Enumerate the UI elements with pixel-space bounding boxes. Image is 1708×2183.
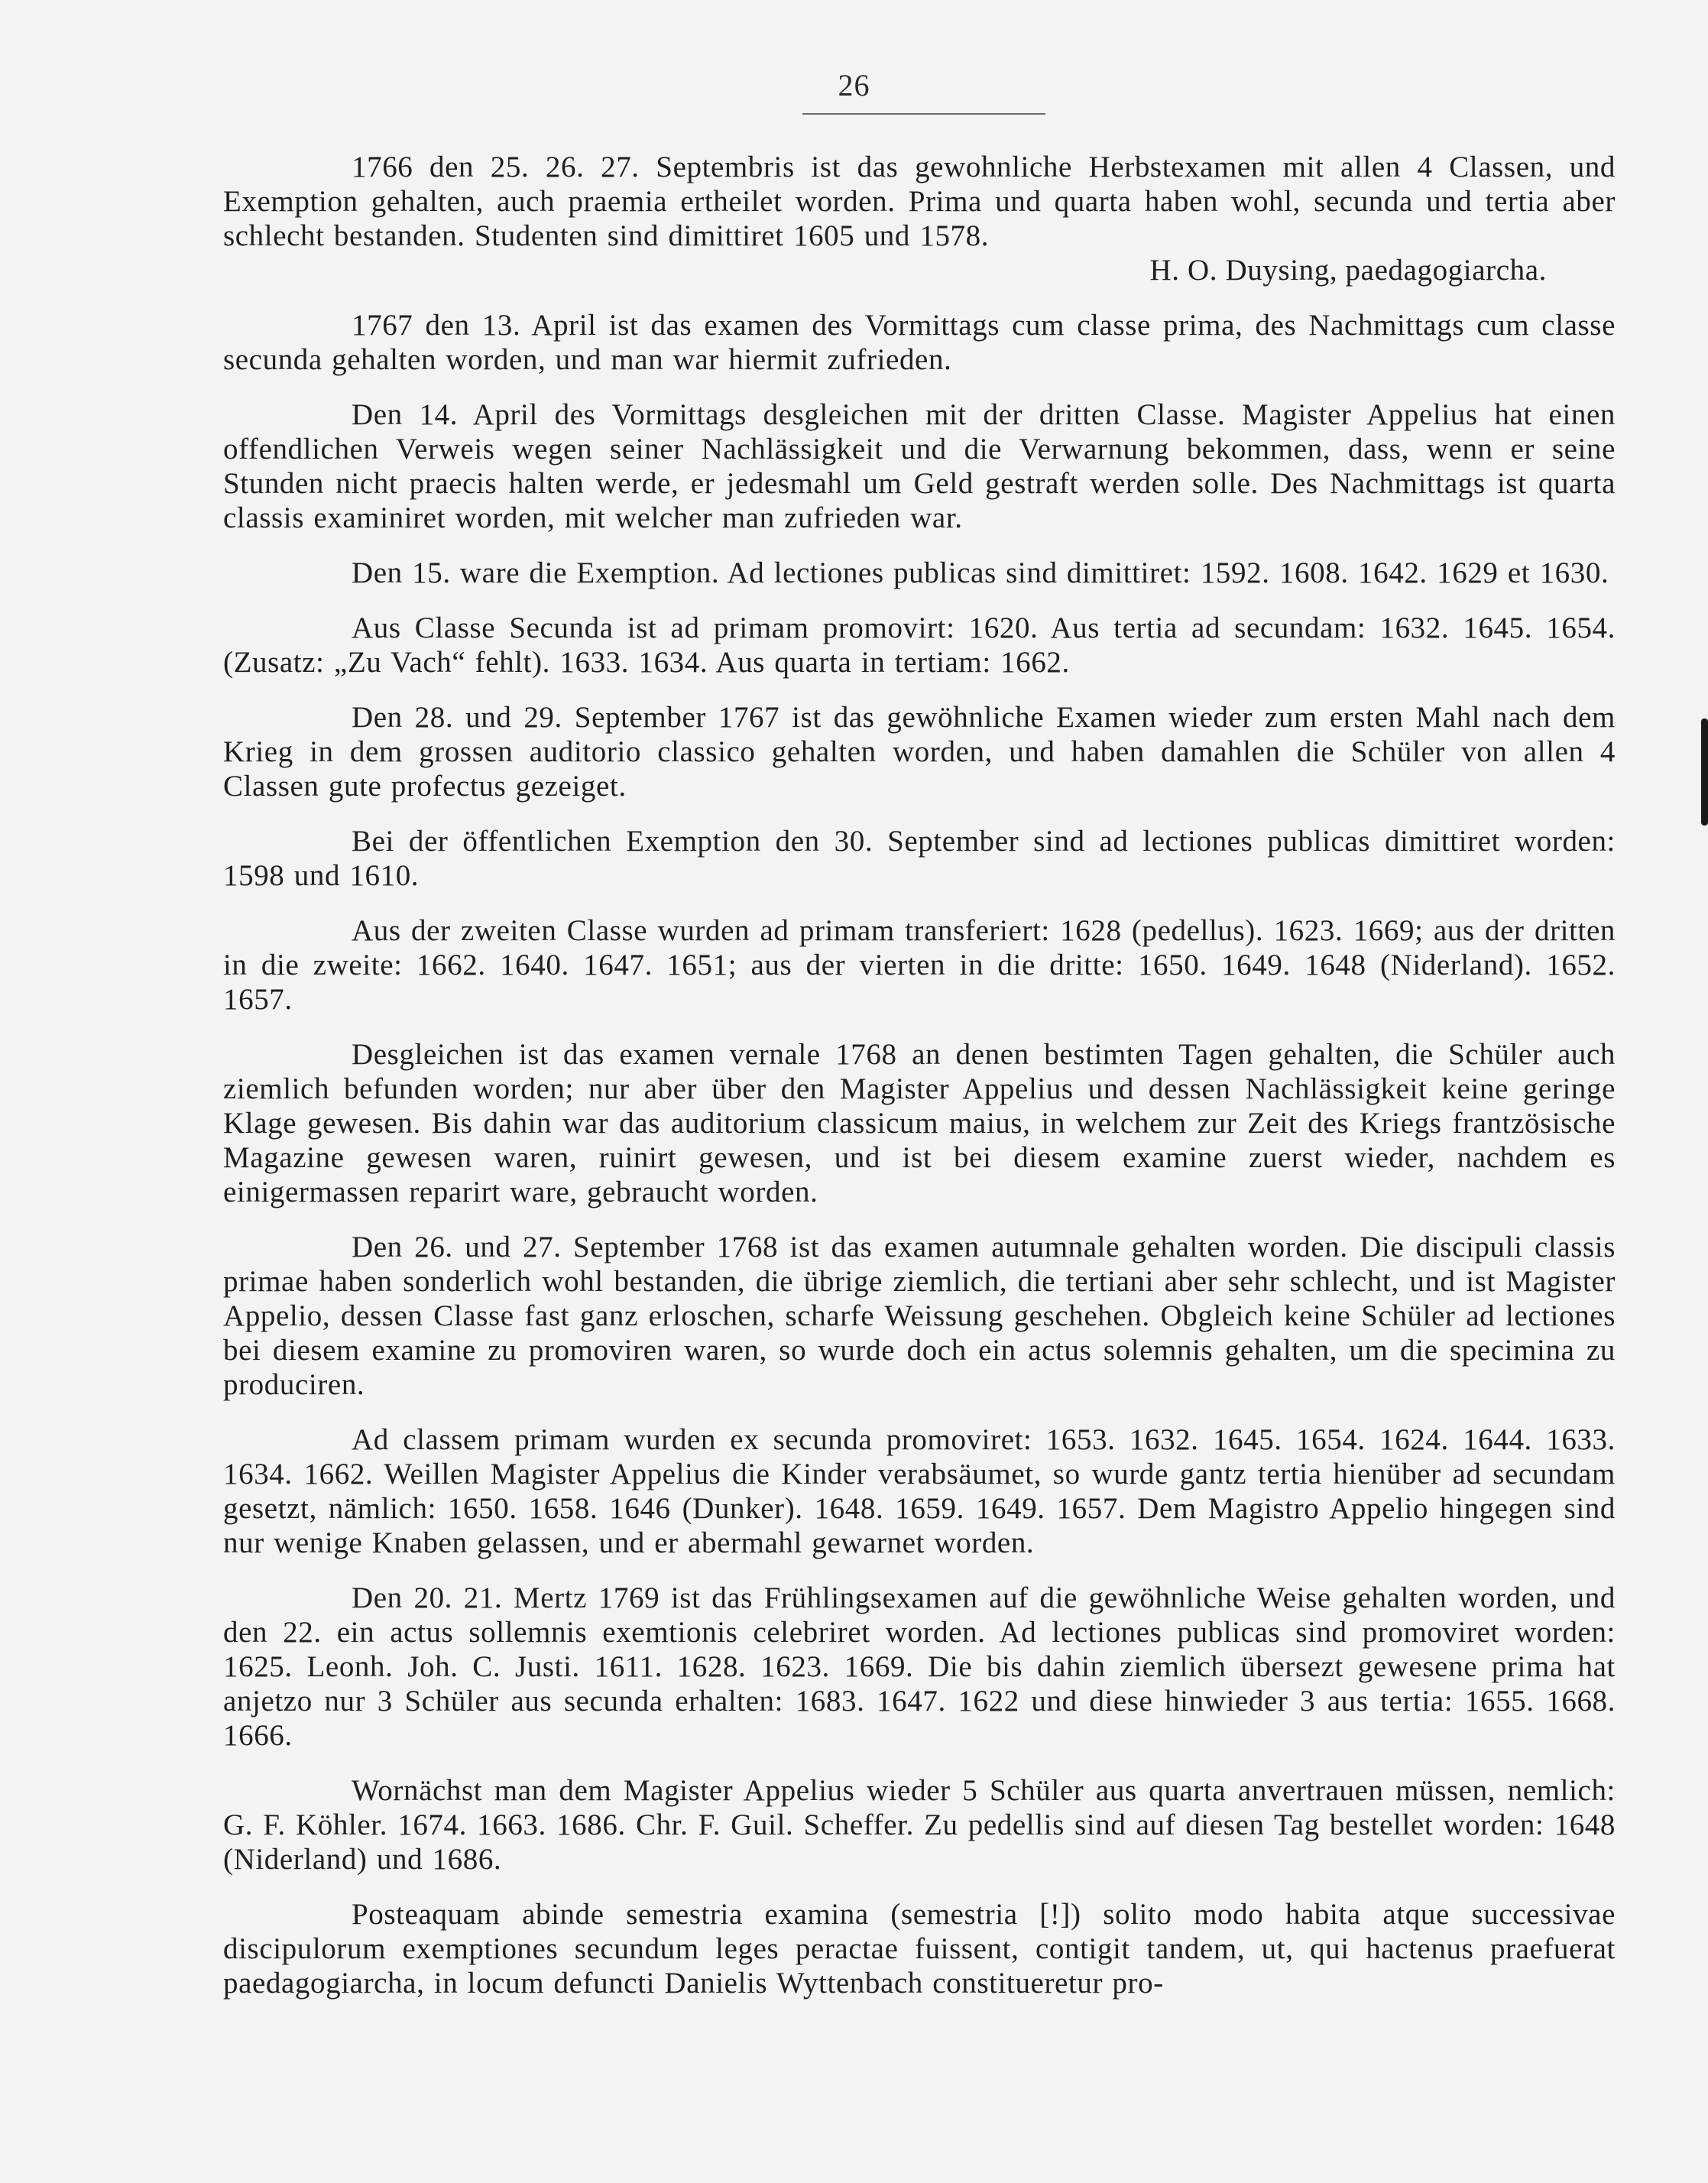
paragraph-classem-primam: Ad classem primam wurden ex secunda promoviret: 1653. 1632. 1645. 1654. 1624. 1644. 1633. 1634. 1662. Weillen Magister Appelius die Kinder verabsäumet, so wurde gantz tertia hienüber ad secundam gesetzt, nämlich: 1650. 1658. 1646 (Dunker). 1648. 1659. 1649. 1657. Dem Magistro Appelio hingegen sind nur wenige Knaben gelassen, und er abermahl gewarnet worden.	[223, 1423, 1616, 1559]
page-number: 26	[838, 68, 870, 102]
scan-edge-mark	[1701, 718, 1708, 826]
signature-duysing: H. O. Duysing, paedagogiarcha.	[1149, 254, 1547, 287]
paragraph-september-1768: Den 26. und 27. September 1768 ist das examen autumnale gehalten worden. Die discipuli classis primae haben sonderlich wohl bestanden, die übrige ziemlich, die tertiani aber sehr schlecht, und ist Magister Appelio, dessen Classe fast ganz erloschen, scharfe Weissung geschehen. Obgleich keine Schüler ad lectiones bei diesem examine zu promoviren waren, so wurde doch ein actus solemnis gehalten, um die specimina zu produciren.	[223, 1231, 1616, 1401]
paragraph-1767-april-13: 1767 den 13. April ist das examen des Vormittags cum classe prima, des Nachmittags cum classe secunda gehalten worden, und man war hiermit zufrieden.	[223, 309, 1616, 376]
paragraph-wornaechst: Wornächst man dem Magister Appelius wieder 5 Schüler aus quarta anvertrauen müssen, nemlich: G. F. Köhler. 1674. 1663. 1686. Chr. F. Guil. Scheffer. Zu pedellis sind auf diesen Tag bestellet worden: 1648 (Niderland) und 1686.	[223, 1774, 1616, 1876]
paragraph-examen-vernale-1768: Desgleichen ist das examen vernale 1768 an denen bestimten Tagen gehalten, die Schüler auch ziemlich befunden worden; nur aber über den Magister Appelius und dessen Nachlässigkeit keine geringe Klage gewesen. Bis dahin war das auditorium classicum maius, in welchem zur Zeit des Kriegs frantzösische Magazine gewesen waren, ruinirt gewesen, und ist bei diesem examine zuerst wieder, nachdem es einigermassen reparirt ware, gebraucht worden.	[223, 1038, 1616, 1208]
paragraph-april-15: Den 15. ware die Exemption. Ad lectiones publicas sind dimittiret: 1592. 1608. 1642. 1629 et 1630.	[352, 556, 1609, 589]
paragraph-september-1767: Den 28. und 29. September 1767 ist das gewöhnliche Examen wieder zum ersten Mahl nach dem Krieg in dem grossen auditorio classico gehalten worden, und haben damahlen die Schüler von allen 4 Classen gute profectus gezeiget.	[223, 701, 1616, 803]
paragraph-classe-secunda: Aus Classe Secunda ist ad primam promovirt: 1620. Aus tertia ad secundam: 1632. 1645. 1654. (Zusatz: „Zu Vach“ fehlt). 1633. 1634. Aus quarta in tertiam: 1662.	[223, 611, 1616, 679]
paragraph-april-14: Den 14. April des Vormittags desgleichen mit der dritten Classe. Magister Appelius hat einen offendlichen Verweis wegen seiner Nachlässigkeit und die Verwarnung bekommen, dass, wenn er seine Stunden nicht praecis halten werde, er jedesmahl um Geld gestraft werden solle. Des Nachmittags ist quarta classis examiniret worden, mit welcher man zufrieden war.	[223, 398, 1616, 534]
paragraph-1766-herbstexamen: 1766 den 25. 26. 27. Septembris ist das gewohnliche Herbstexamen mit allen 4 Classen, und Exemption gehalten, auch praemia ertheilet worden. Prima und quarta haben wohl, secunda und tertia aber schlecht bestanden. Studenten sind dimittiret 1605 und 1578.	[223, 151, 1616, 252]
paragraph-posteaquam: Posteaquam abinde semestria examina (semestria [!]) solito modo habita atque successivae discipulorum exemptiones secundum leges peractae fuissent, contigit tandem, ut, qui hactenus praefuerat paedagogiarcha, in locum defuncti Danielis Wyttenbach constitueretur pro-	[223, 1898, 1616, 2000]
paragraph-mertz-1769: Den 20. 21. Mertz 1769 ist das Frühlingsexamen auf die gewöhnliche Weise gehalten worden, und den 22. ein actus sollemnis exemtionis celebriret worden. Ad lectiones publicas sind promoviret worden: 1625. Leonh. Joh. C. Justi. 1611. 1628. 1623. 1669. Die bis dahin ziemlich übersezt gewesene prima hat anjetzo nur 3 Schüler aus secunda erhalten: 1683. 1647. 1622 und diese hinwieder 3 aus tertia: 1655. 1668. 1666.	[223, 1581, 1616, 1752]
header-rule	[802, 113, 1045, 115]
paragraph-exemption-30-september: Bei der öffentlichen Exemption den 30. September sind ad lectiones publicas dimittiret worden: 1598 und 1610.	[223, 825, 1616, 892]
paragraph-zweite-classe: Aus der zweiten Classe wurden ad primam transferiert: 1628 (pedellus). 1623. 1669; aus der dritten in die zweite: 1662. 1640. 1647. 1651; aus der vierten in die dritte: 1650. 1649. 1648 (Niderland). 1652. 1657.	[223, 914, 1616, 1016]
page-body	[223, 150, 1616, 2021]
